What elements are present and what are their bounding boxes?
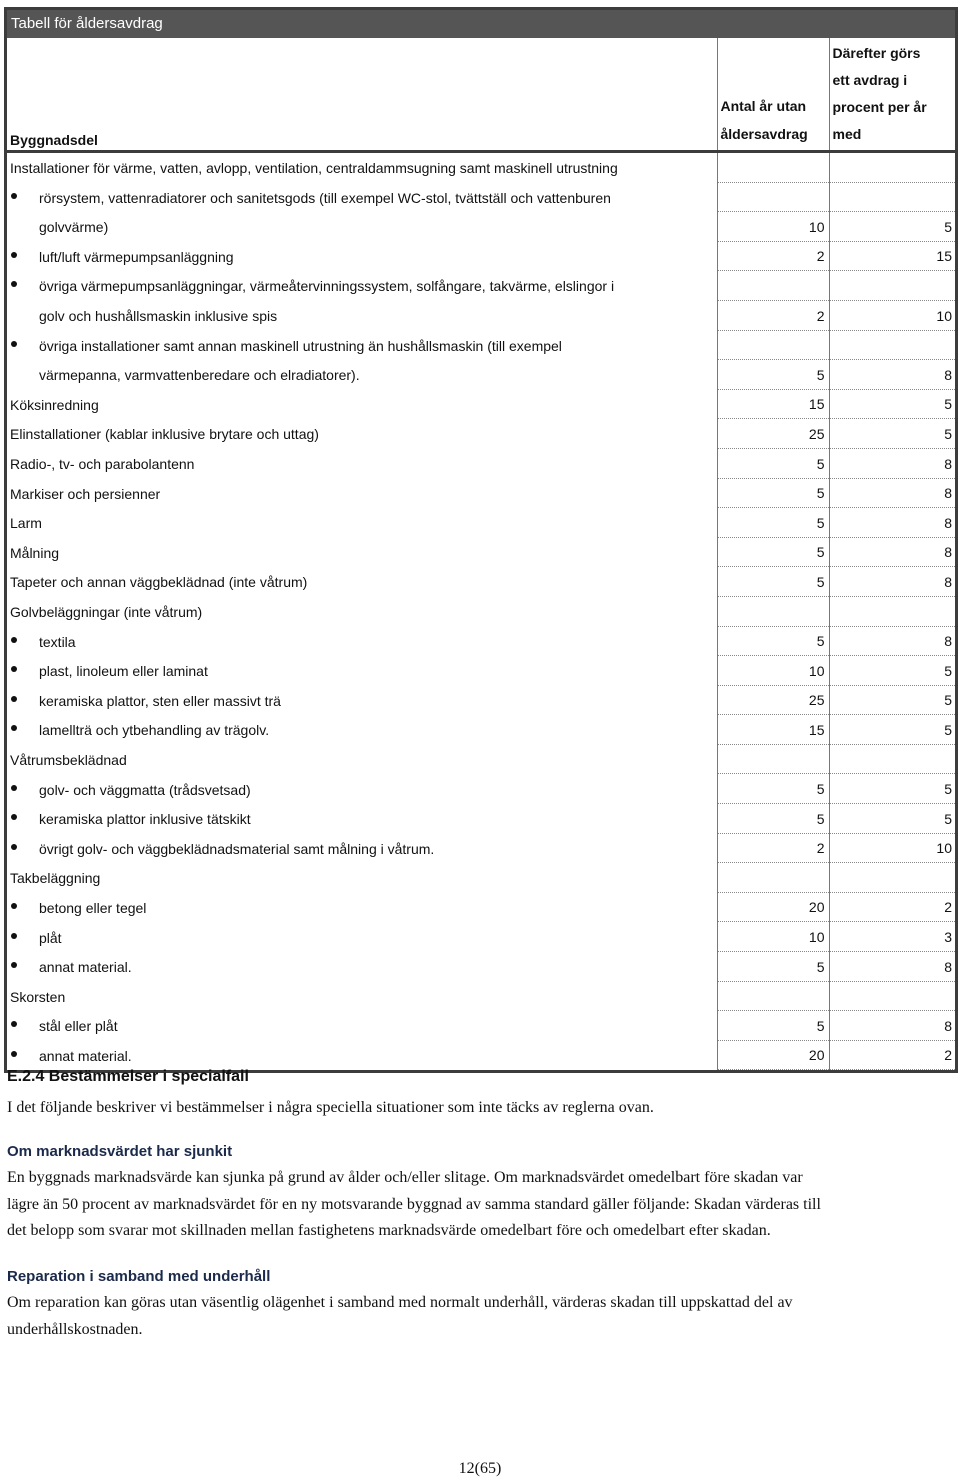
- percent-cell: 8: [829, 448, 955, 478]
- row-label: Tapeter och annan väggbeklädnad (inte våtrum): [10, 574, 308, 591]
- row-label: golv och hushållsmaskin inklusive spis: [39, 308, 278, 325]
- years-cell: 2: [717, 300, 829, 330]
- page-number: 12(65): [458, 1460, 502, 1477]
- row-label-cell: [7, 715, 717, 745]
- percent-cell: 8: [829, 1011, 955, 1041]
- years-cell: 25: [717, 419, 829, 449]
- paragraph-repair-maintenance: Om reparation kan göras utan väsentlig olägenhet i samband med normalt underhåll, värderas skadan till uppskattad del av underhållskostnaden.: [7, 1294, 793, 1338]
- table-row: [7, 892, 955, 922]
- row-label-cell: [7, 508, 717, 538]
- percent-cell: 5: [829, 656, 955, 686]
- row-label-cell: [7, 892, 717, 922]
- years-cell: [717, 182, 829, 212]
- row-label: Radio-, tv- och parabolantenn: [10, 456, 195, 473]
- years-cell: 2: [717, 833, 829, 863]
- percent-cell: 8: [829, 537, 955, 567]
- table-row: [7, 1040, 955, 1070]
- row-label: värmepanna, varmvattenberedare och elradiatorer).: [39, 367, 360, 384]
- row-label: luft/luft värmepumpsanläggning: [39, 248, 234, 265]
- row-label: Golvbeläggningar (inte våtrum): [10, 604, 203, 620]
- table-title: Tabell för åldersavdrag: [7, 10, 955, 38]
- row-label: övriga värmepumpsanläggningar, värmeåtervinningssystem, solfångare, takvärme, elslingor i: [39, 278, 615, 295]
- years-cell: 5: [717, 360, 829, 390]
- years-cell: [717, 330, 829, 360]
- table-row: [7, 656, 955, 686]
- row-label: plast, linoleum eller laminat: [39, 663, 208, 680]
- years-cell: 5: [717, 537, 829, 567]
- table-row: [7, 182, 955, 212]
- table-row: [7, 330, 955, 360]
- row-label-cell: [7, 419, 717, 449]
- row-label-cell: [7, 300, 717, 330]
- percent-cell: 15: [829, 241, 955, 271]
- row-label: Skorsten: [10, 988, 66, 1005]
- table-row: [7, 833, 955, 863]
- row-label-cell: [7, 1040, 717, 1070]
- row-label-cell: [7, 271, 717, 301]
- table-row: [7, 567, 955, 597]
- years-cell: [717, 271, 829, 301]
- percent-cell: 8: [829, 626, 955, 656]
- table-row: [7, 774, 955, 804]
- row-label-cell: [7, 360, 717, 390]
- row-label-cell: [7, 596, 717, 626]
- table-row: [7, 537, 955, 567]
- table-row: [7, 804, 955, 834]
- percent-cell: [829, 863, 955, 893]
- years-cell: 25: [717, 685, 829, 715]
- subheading-repair-maintenance: Reparation i samband med underhåll: [7, 1268, 271, 1285]
- table-row: [7, 981, 955, 1011]
- row-label-cell: [7, 626, 717, 656]
- subheading-market-value: Om marknadsvärdet har sjunkit: [7, 1143, 233, 1160]
- years-cell: 5: [717, 952, 829, 982]
- years-cell: 5: [717, 804, 829, 834]
- table-row: [7, 271, 955, 301]
- row-label-cell: [7, 922, 717, 952]
- row-label: golv- och väggmatta (trådsvetsad): [39, 781, 251, 798]
- row-label-cell: [7, 981, 717, 1011]
- row-label-cell: [7, 804, 717, 834]
- percent-cell: [829, 271, 955, 301]
- table-row: [7, 922, 955, 952]
- paragraph-market-value: En byggnads marknadsvärde kan sjunka på grund av ålder och/eller slitage. Om marknadsvärdet omedelbart före skadan var lägre än 50 procent av marknadsvärdet för en ny motsvarande byggnad av samma standard gäller följande: Skadan värderas till det belopp som svarar mot skillnaden mellan fastighetens marknadsvärde omedelbart före och omedelbart efter skadan.: [7, 1169, 821, 1239]
- table-row: [7, 715, 955, 745]
- years-cell: [717, 863, 829, 893]
- header-years-without-deduction: Antal år utan åldersavdrag: [717, 38, 829, 152]
- table-row: [7, 952, 955, 982]
- age-deduction-table: [4, 7, 958, 1073]
- percent-cell: 8: [829, 567, 955, 597]
- row-label-cell: [7, 567, 717, 597]
- table-row: [7, 389, 955, 419]
- percent-cell: 10: [829, 300, 955, 330]
- row-label-cell: [7, 389, 717, 419]
- row-label: stål eller plåt: [39, 1018, 118, 1035]
- row-label-cell: [7, 774, 717, 804]
- row-label: Takbeläggning: [10, 870, 101, 887]
- table-row: [7, 300, 955, 330]
- percent-cell: [829, 152, 955, 183]
- row-label-cell: [7, 152, 717, 183]
- row-label: Elinstallationer (kablar inklusive brytare och uttag): [10, 426, 319, 443]
- years-cell: [717, 981, 829, 1011]
- years-cell: [717, 152, 829, 183]
- years-cell: 10: [717, 656, 829, 686]
- years-cell: 5: [717, 448, 829, 478]
- row-label-cell: [7, 744, 717, 774]
- years-cell: 5: [717, 626, 829, 656]
- table-header-row: [7, 38, 955, 152]
- years-cell: 10: [717, 922, 829, 952]
- row-label: lamellträ och ytbehandling av trägolv.: [39, 722, 270, 739]
- table-row: [7, 863, 955, 893]
- header-percent-per-year: Därefter görs ett avdrag i procent per år med: [829, 38, 955, 152]
- section-heading: E.2.4 Bestämmelser i specialfall: [7, 1068, 249, 1085]
- table-row: [7, 478, 955, 508]
- percent-cell: [829, 744, 955, 774]
- percent-cell: [829, 330, 955, 360]
- row-label-cell: [7, 182, 717, 212]
- row-label-cell: [7, 833, 717, 863]
- years-cell: 5: [717, 508, 829, 538]
- row-label: annat material.: [39, 1047, 132, 1064]
- row-label-cell: [7, 1011, 717, 1041]
- percent-cell: 5: [829, 804, 955, 834]
- table-row: [7, 685, 955, 715]
- row-label-cell: [7, 863, 717, 893]
- table-row: [7, 241, 955, 271]
- row-label-cell: [7, 212, 717, 242]
- row-label-cell: [7, 241, 717, 271]
- row-label: Larm: [10, 515, 42, 532]
- row-label: golvvärme): [39, 219, 109, 236]
- percent-cell: 3: [829, 922, 955, 952]
- table-row: [7, 212, 955, 242]
- percent-cell: 8: [829, 952, 955, 982]
- table-row: [7, 596, 955, 626]
- percent-cell: 5: [829, 389, 955, 419]
- row-label: Installationer för värme, vatten, avlopp, ventilation, centraldammsugning samt maskinell utrustning: [10, 160, 618, 177]
- row-label: rörsystem, vattenradiatorer och sanitetsgods (till exempel WC-stol, tvättställ och vattenburen: [39, 189, 611, 206]
- table-row: [7, 360, 955, 390]
- percent-cell: 8: [829, 360, 955, 390]
- percent-cell: [829, 596, 955, 626]
- years-cell: 15: [717, 715, 829, 745]
- row-label-cell: [7, 656, 717, 686]
- row-label: övrigt golv- och väggbeklädnadsmaterial samt målning i våtrum.: [39, 840, 435, 857]
- years-cell: [717, 744, 829, 774]
- table-row: [7, 152, 955, 183]
- row-label: Våtrumsbeklädnad: [10, 751, 127, 768]
- row-label: textila: [39, 633, 76, 650]
- years-cell: 20: [717, 892, 829, 922]
- row-label-cell: [7, 537, 717, 567]
- row-label: övriga installationer samt annan maskinell utrustning än hushållsmaskin (till exempel: [39, 337, 562, 354]
- years-cell: 5: [717, 774, 829, 804]
- row-label: Markiser och persienner: [10, 485, 161, 502]
- table-body: [7, 152, 955, 1070]
- table-grid: [7, 38, 955, 1070]
- table-row: [7, 508, 955, 538]
- percent-cell: 2: [829, 892, 955, 922]
- row-label: keramiska plattor inklusive tätskikt: [39, 811, 251, 828]
- years-cell: [717, 596, 829, 626]
- row-label: betong eller tegel: [39, 899, 147, 916]
- row-label: Målning: [10, 544, 60, 561]
- percent-cell: 5: [829, 685, 955, 715]
- table-row: [7, 744, 955, 774]
- row-label-cell: [7, 685, 717, 715]
- percent-cell: [829, 182, 955, 212]
- row-label-cell: [7, 448, 717, 478]
- table-row: [7, 448, 955, 478]
- years-cell: 2: [717, 241, 829, 271]
- percent-cell: 8: [829, 478, 955, 508]
- percent-cell: 2: [829, 1040, 955, 1070]
- years-cell: 10: [717, 212, 829, 242]
- years-cell: 5: [717, 478, 829, 508]
- row-label-cell: [7, 952, 717, 982]
- percent-cell: 5: [829, 715, 955, 745]
- row-label-cell: [7, 330, 717, 360]
- row-label: plåt: [39, 929, 62, 946]
- table-row: [7, 626, 955, 656]
- percent-cell: [829, 981, 955, 1011]
- years-cell: 15: [717, 389, 829, 419]
- years-cell: 5: [717, 1011, 829, 1041]
- percent-cell: 5: [829, 419, 955, 449]
- percent-cell: 10: [829, 833, 955, 863]
- years-cell: 5: [717, 567, 829, 597]
- header-building-part: Byggnadsdel: [7, 38, 717, 152]
- years-cell: 20: [717, 1040, 829, 1070]
- row-label: annat material.: [39, 959, 132, 976]
- percent-cell: 8: [829, 508, 955, 538]
- row-label-cell: [7, 478, 717, 508]
- section-intro: I det följande beskriver vi bestämmelser i några speciella situationer som inte täcks av reglerna ovan.: [7, 1099, 654, 1116]
- percent-cell: 5: [829, 212, 955, 242]
- row-label: keramiska plattor, sten eller massivt trä: [39, 692, 281, 709]
- table-row: [7, 419, 955, 449]
- table-row: [7, 1011, 955, 1041]
- row-label: Köksinredning: [10, 396, 99, 413]
- percent-cell: 5: [829, 774, 955, 804]
